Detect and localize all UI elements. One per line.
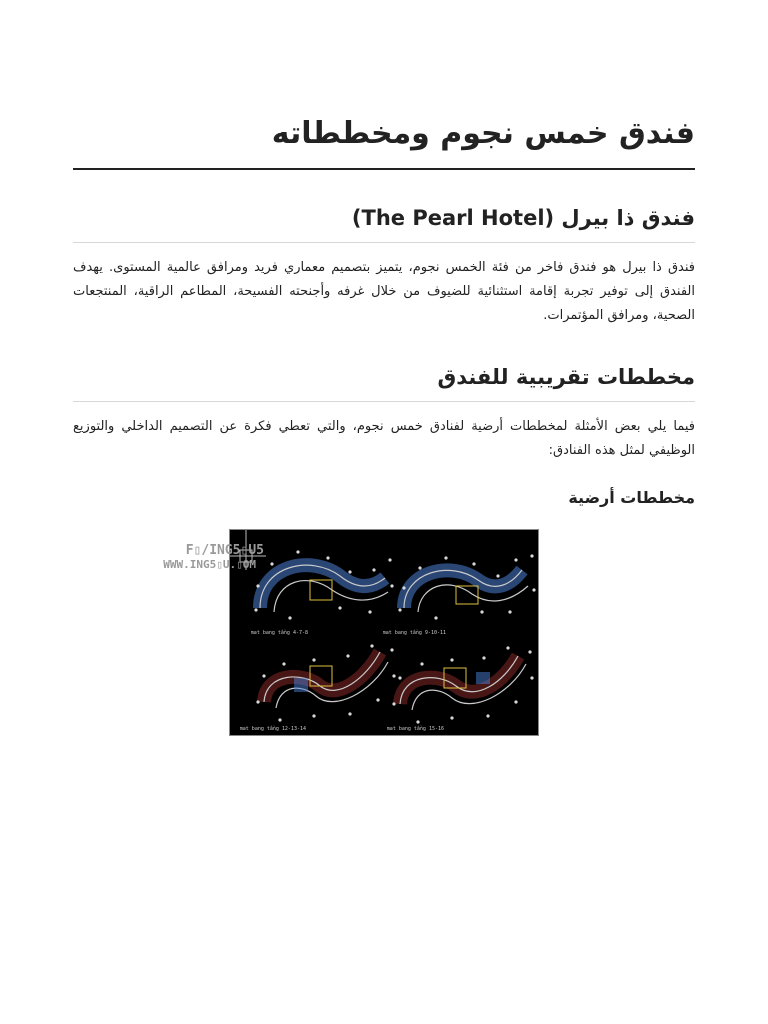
plans-description-paragraph: فيما يلي بعض الأمثلة لمخططات أرضية لفنادق خمس نجوم، والتي تعطي فكرة عن التصميم الداخلي والتوزيع الوظيفي لمثل هذه الفنادق: xyxy=(73,419,695,458)
plans-section-heading: مخططات تقريبية للفندق xyxy=(437,365,695,389)
watermark-line-1: F▯/ING5▯U5 xyxy=(185,543,264,558)
floor-plans-drawing xyxy=(163,530,538,735)
title-divider xyxy=(73,168,695,170)
floor-plan-1-label: mat bang tầng 4-7-8 xyxy=(250,630,308,636)
floor-plan-4 xyxy=(387,646,534,732)
floor-plan-2 xyxy=(383,554,536,636)
hotel-section-heading: فندق ذا بيرل (The Pearl Hotel) xyxy=(351,206,695,230)
hotel-section-divider xyxy=(73,242,695,243)
page-title: فندق خمس نجوم ومخططاته xyxy=(271,116,695,151)
floor-plan-4-label: mat bang tầng 15-16 xyxy=(386,726,444,732)
hotel-description-paragraph: فندق ذا بيرل هو فندق فاخر من فئة الخمس نجوم، يتميز بتصميم معماري فريد ومرافق عالمية المستوى. يهدف الفندق إلى توفير تجربة إقامة استثنائية للضيوف من خلال غرفه وأجنحته الفسيحة، المطاعم الراقية، المنتجعات الصحية، ومرافق المؤتمرات. xyxy=(73,260,695,323)
floor-plans-subheading: مخططات أرضية xyxy=(568,488,695,507)
floor-plan-1 xyxy=(251,550,394,636)
plans-section-divider xyxy=(73,401,695,402)
watermark-line-2: WWW.ING5▯U.▯OM xyxy=(163,558,256,571)
floor-plans-image xyxy=(163,529,539,736)
floor-plan-3 xyxy=(240,644,396,732)
floor-plan-3-label: mat bang tầng 12-13-14 xyxy=(239,726,306,732)
floor-plan-2-label: mat bang tầng 9-10-11 xyxy=(382,630,446,636)
